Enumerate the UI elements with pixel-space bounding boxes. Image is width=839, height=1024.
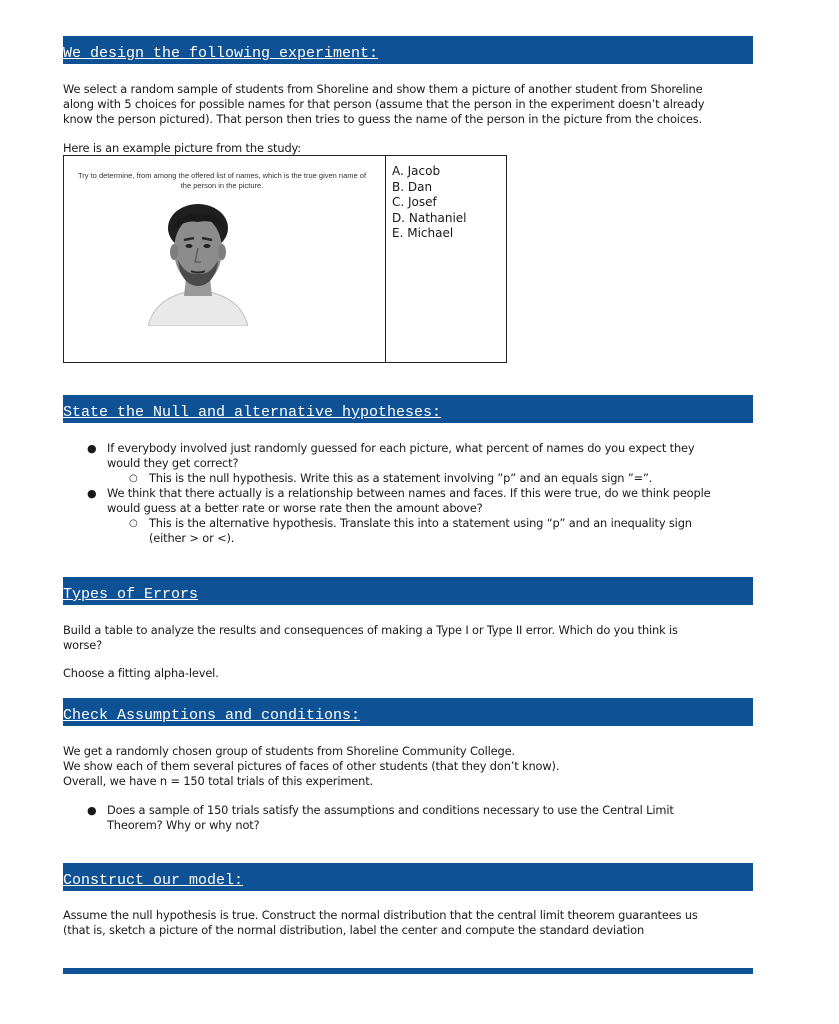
hypotheses-list [63,441,753,546]
section-title: State the Null and alternative hypotheses: [63,404,442,421]
assumptions-paragraph: We get a randomly chosen group of students from Shoreline Community College. We show each of them several pictures of faces of other students (that they don’t know). Overall, we have n = 150 total trials of this experiment. [63,744,560,788]
section-header-assumptions [63,698,753,726]
list-item: ● Does a sample of 150 trials satisfy the assumptions and conditions necessary to use the Central Limit Theorem? Why or why not? [87,803,674,832]
example-table [63,155,507,363]
sub-list-item: ○ This is the null hypothesis. Write this as a statement involving ”p” and an equals sign ”=”. [129,471,653,485]
experiment-paragraph: We select a random sample of students from Shoreline and show them a picture of another student from Shoreline along with 5 choices for possible names for that person (assume that the person in the experiment doesn’t already know the person pictured). That person then tries to guess the name of the person in the picture from the choices. [63,82,705,126]
choice-item: B. Dan [392,179,433,194]
section-header-hypotheses [63,395,753,423]
section-header-model [63,863,753,891]
bullet-icon: ● [87,487,97,500]
section-title: Types of Errors [63,586,199,603]
model-paragraph: Assume the null hypothesis is true. Construct the normal distribution that the central limit theorem guarantees us (that is, sketch a picture of the normal distribution, label the center and compute the standard deviation [63,908,698,937]
choice-item: A. Jacob [392,164,441,178]
picture-caption: Try to determine, from among the offered list of names, which is the true given name of the person in the picture. [77,171,367,190]
example-picture-cell [64,156,386,362]
sub-list-item: ○ This is the alternative hypothesis. Translate this into a statement using “p” and an inequality sign (either > or <). [129,516,692,545]
section-title: We design the following experiment: [63,45,379,62]
bullet-icon: ● [87,442,97,455]
section-title: Construct our model: [63,872,244,889]
section-header-errors [63,577,753,605]
hollow-bullet-icon: ○ [129,473,138,484]
section-title: Check Assumptions and conditions: [63,707,361,724]
list-item: ● If everybody involved just randomly guessed for each picture, what percent of names do you expect they would they get correct? [87,441,695,470]
example-intro: Here is an example picture from the study: [63,141,301,155]
portrait-photo [148,200,248,326]
errors-paragraph: Build a table to analyze the results and consequences of making a Type I or Type II error. Which do you think is worse? [63,623,678,652]
name-choices-list [392,164,467,242]
choice-item: D. Nathaniel [392,210,467,225]
choice-item: C. Josef [392,195,437,209]
bottom-divider [63,968,753,974]
choice-item: E. Michael [392,226,454,240]
hollow-bullet-icon: ○ [129,518,138,529]
list-item: ● We think that there actually is a relationship between names and faces. If this were true, do we think people would guess at a better rate or worse rate then the amount above? [87,486,711,515]
assumptions-list [63,803,753,833]
alpha-level-text: Choose a fitting alpha-level. [63,666,219,680]
bullet-icon: ● [87,804,97,817]
section-header-experiment [63,36,753,64]
